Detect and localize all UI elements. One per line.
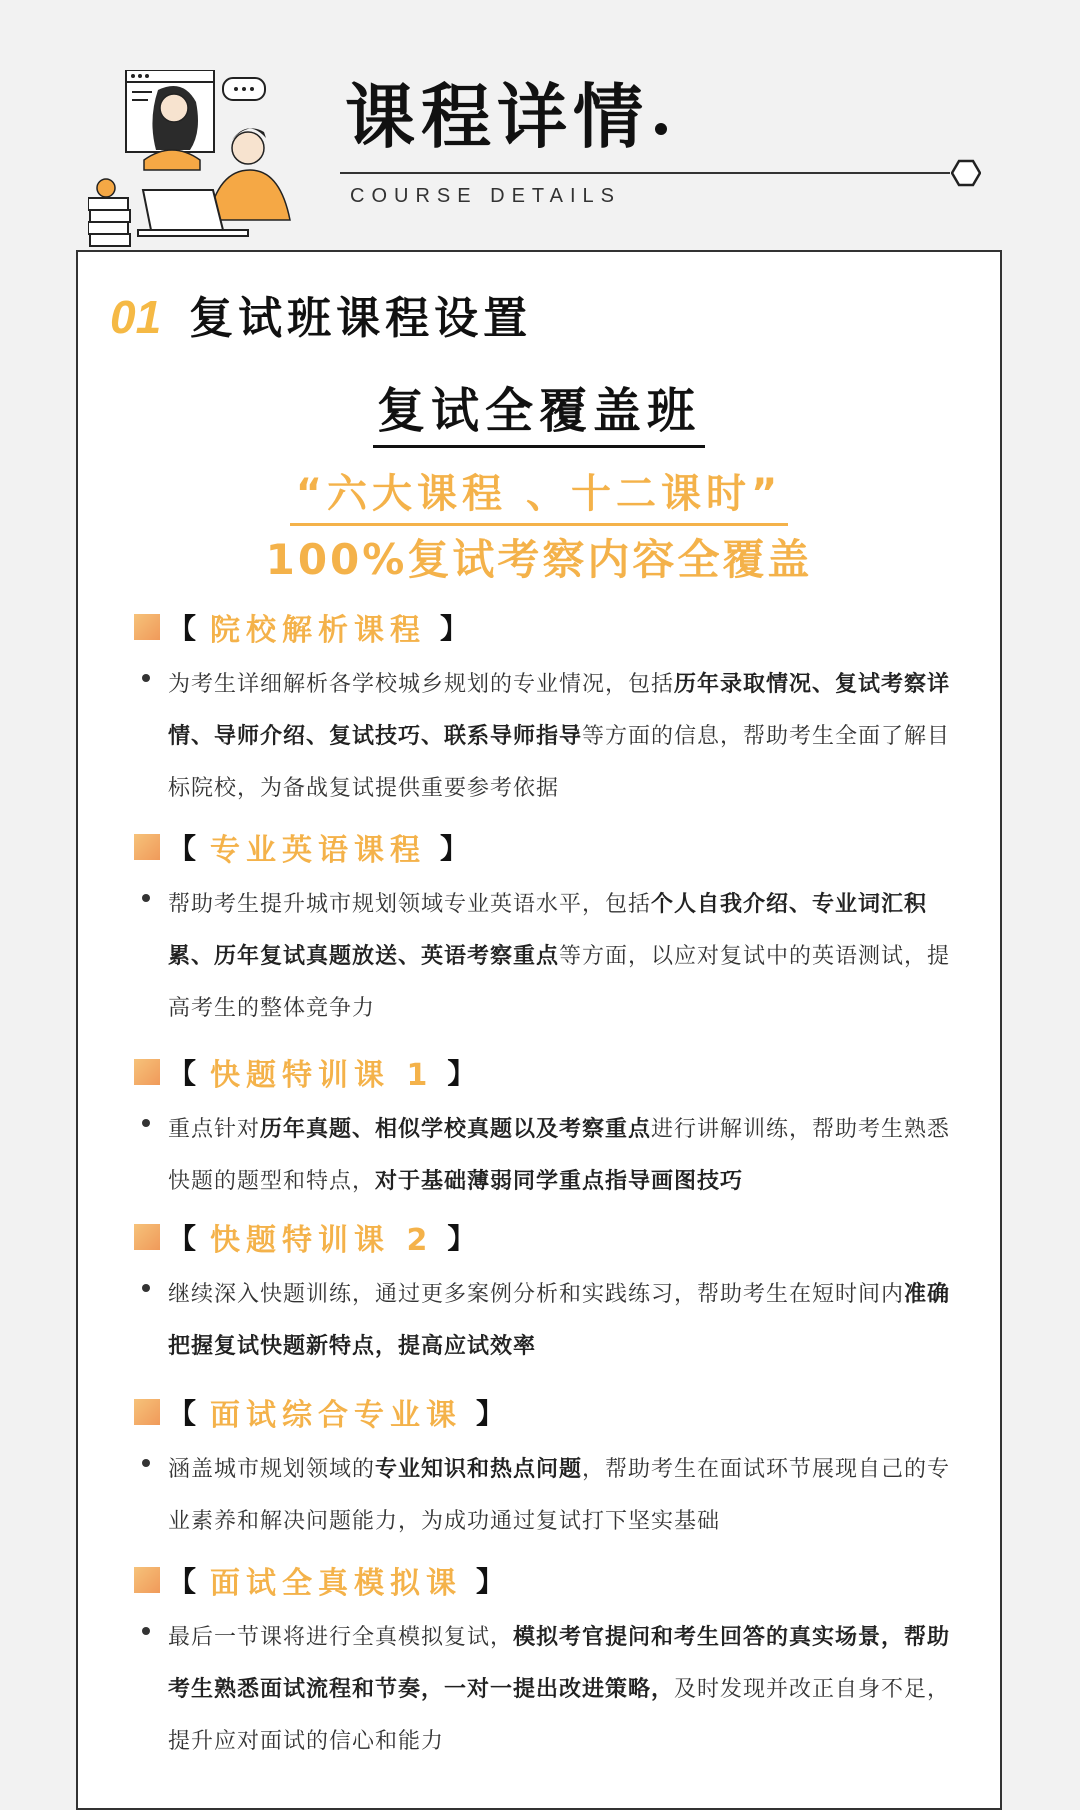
text-segment: 帮助考生提升城市规划领域专业英语水平，包括 — [168, 892, 652, 917]
text-segment: 等方面的信息，帮助考生全面了解目标院校，为备战复试提供重要参考依据 — [168, 724, 951, 801]
module-title: 快题特训课 2 — [210, 1223, 434, 1258]
section-title: 复试班课程设置 — [189, 293, 533, 344]
module-item — [134, 827, 954, 1035]
module-description — [134, 1104, 954, 1208]
bracket-close: 】 — [440, 612, 469, 645]
bullet-icon — [142, 1459, 150, 1467]
module-heading — [134, 827, 954, 867]
course-name: 复试全覆盖班 — [78, 372, 1000, 448]
bullet-icon — [142, 1627, 150, 1635]
bracket-close: 】 — [447, 1222, 476, 1255]
module-title: 面试全真模拟课 — [210, 1566, 463, 1601]
section-number: 01 — [110, 291, 162, 343]
page-subtitle: COURSE DETAILS — [350, 185, 621, 207]
text-segment: 等方面，以应对复试中的英语测试，提高考生的整体竞争力 — [168, 944, 951, 1021]
title-dot — [655, 123, 667, 135]
module-item — [134, 1052, 954, 1208]
orange-square-icon — [134, 614, 160, 640]
module-description — [134, 1444, 954, 1548]
text-segment: 最后一节课将进行全真模拟复试， — [168, 1625, 514, 1650]
bracket-close: 】 — [476, 1565, 505, 1598]
bracket-close: 】 — [447, 1057, 476, 1090]
text-segment: 涵盖城市规划领域的 — [168, 1457, 376, 1482]
bullet-icon — [142, 674, 150, 682]
header-divider — [340, 172, 950, 174]
module-heading — [134, 607, 954, 647]
module-description — [134, 1269, 954, 1373]
orange-square-icon — [134, 1224, 160, 1250]
module-item — [134, 1560, 954, 1768]
text-segment: ，帮助考生在面试环节展现自己的专业素养和解决问题能力，为成功通过复试打下坚实基础 — [168, 1457, 951, 1534]
module-text — [168, 1269, 954, 1373]
bullet-icon — [142, 894, 150, 902]
bracket-close: 】 — [440, 832, 469, 865]
module-title: 面试综合专业课 — [210, 1398, 463, 1433]
page-title: 课程详情 — [345, 82, 667, 152]
text-segment: 继续深入快题训练，通过更多案例分析和实践练习，帮助考生在短时间内 — [168, 1282, 905, 1307]
course-slogan-2: 100%复试考察内容全覆盖 — [265, 535, 813, 584]
text-highlight: 模拟考官提问和考生回答的真实场景，帮助考生熟悉面试流程和节奏，一对一提出改进策略， — [168, 1625, 951, 1702]
text-highlight: 历年录取情况、复试考察详情、导师介绍、复试技巧、联系导师指导 — [168, 672, 951, 749]
bullet-icon — [142, 1119, 150, 1127]
bracket-open: 【 — [168, 612, 197, 645]
bracket-open: 【 — [168, 1222, 197, 1255]
module-description — [134, 1612, 954, 1768]
text-highlight: 专业知识和热点问题 — [375, 1457, 583, 1482]
module-description — [134, 879, 954, 1035]
module-text — [168, 1612, 954, 1768]
bracket-open: 【 — [168, 1397, 197, 1430]
module-item — [134, 1392, 954, 1548]
text-highlight: 历年真题、相似学校真题以及考察重点 — [260, 1117, 652, 1142]
module-item — [134, 1217, 954, 1373]
module-description — [134, 659, 954, 815]
module-heading — [134, 1560, 954, 1600]
orange-square-icon — [134, 834, 160, 860]
bracket-open: 【 — [168, 1057, 197, 1090]
module-heading — [134, 1217, 954, 1257]
text-highlight: 个人自我介绍、专业词汇积累、历年复试真题放送、英语考察重点 — [168, 892, 928, 969]
bracket-close: 】 — [476, 1397, 505, 1430]
section-heading — [110, 282, 532, 346]
module-title: 院校解析课程 — [210, 613, 427, 648]
text-segment: 重点针对 — [168, 1117, 261, 1142]
module-heading — [134, 1052, 954, 1092]
orange-square-icon — [134, 1399, 160, 1425]
course-slogan-1: “六大课程 、十二课时” — [78, 462, 1000, 526]
module-text — [168, 1104, 954, 1208]
text-segment: 及时发现并改正自身不足，提升应对面试的信心和能力 — [168, 1677, 951, 1754]
module-title: 专业英语课程 — [210, 833, 427, 868]
module-item — [134, 607, 954, 815]
bullet-icon — [142, 1284, 150, 1292]
module-text — [168, 659, 954, 815]
text-segment: 为考生详细解析各学校城乡规划的专业情况，包括 — [168, 672, 675, 697]
orange-square-icon — [134, 1059, 160, 1085]
bracket-open: 【 — [168, 1565, 197, 1598]
orange-square-icon — [134, 1567, 160, 1593]
people-laptop-illustration — [88, 70, 328, 255]
module-text — [168, 879, 954, 1035]
text-highlight: 对于基础薄弱同学重点指导画图技巧 — [375, 1169, 744, 1194]
bracket-open: 【 — [168, 832, 197, 865]
text-segment: 进行讲解训练，帮助考生熟悉快题的题型和特点， — [168, 1117, 951, 1194]
module-title: 快题特训课 1 — [210, 1058, 434, 1093]
course-card — [76, 250, 1002, 1810]
text-highlight: 准确把握复试快题新特点，提高应试效率 — [168, 1282, 951, 1359]
module-heading — [134, 1392, 954, 1432]
hexagon-icon — [951, 159, 981, 187]
module-text — [168, 1444, 954, 1548]
